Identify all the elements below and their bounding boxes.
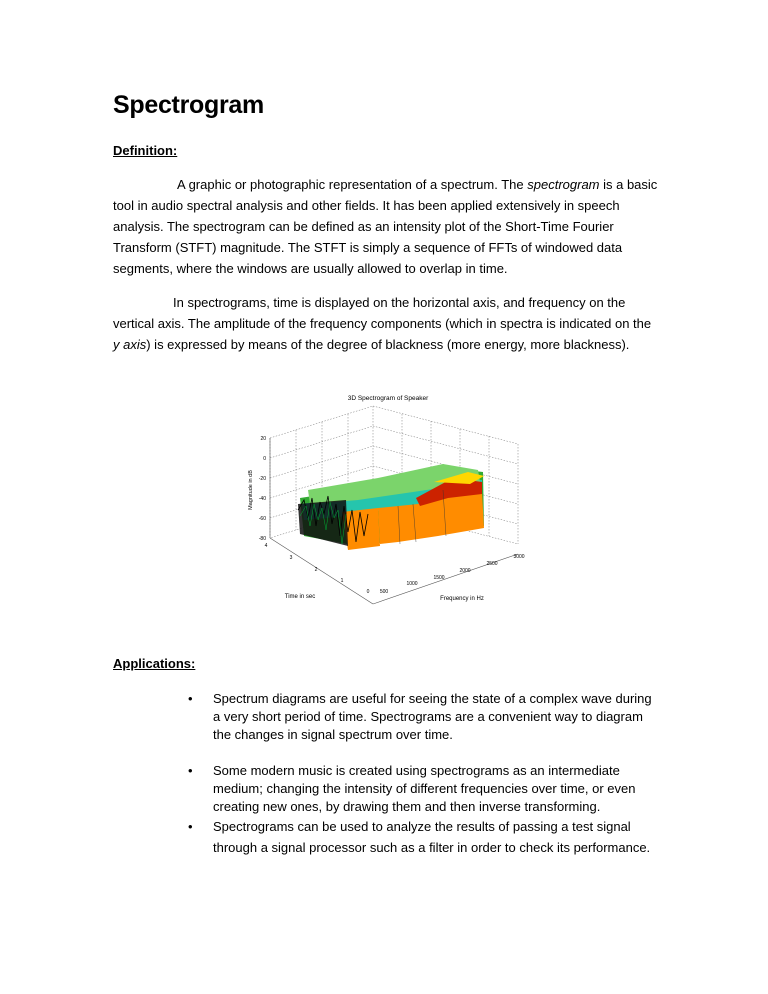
y-tick: 1 [340,578,344,584]
axes-text-start: In spectrograms, time is displayed on the horizontal axis, and frequency on the vertical axis. The amplitude of the frequency components (which in spectra is indicated on the [113,295,652,331]
bullet-glyph: • [188,691,193,706]
list-item-text: Spectrograms can be used to analyze the results of passing a test signal through a signal processor such as a filter in order to check its performance. [213,819,651,855]
z-tick: 0 [263,456,266,462]
x-tick: 2500 [486,561,498,567]
page-title: Spectrogram [113,91,264,119]
definition-text-rest: is a basic tool in audio spectral analysis and other fields. It has been applied extensively in speech analysis. The spectrogram can be defined as an intensity plot of the Short-Time Fourier Transform (STFT) magnitude. The STFT is simply a sequence of FFTs of windowed data segments, where the windows are usually allowed to overlap in time. [113,177,658,276]
axes-paragraph [113,292,658,355]
list-item [188,816,658,858]
bullet-glyph: • [188,763,193,778]
z-tick: -20 [258,476,266,482]
y-axis-emphasis: y axis [113,337,147,352]
z-tick: -60 [258,516,266,522]
spectrogram-figure [238,386,538,608]
x-tick: 500 [379,589,389,595]
z-tick: 20 [260,436,266,442]
x-tick: 3000 [513,554,525,560]
figure-title: 3D Spectrogram of Speaker [347,395,429,402]
axes-text-rest: ) is expressed by means of the degree of blackness (more energy, more blackness). [146,337,630,352]
x-tick: 1500 [433,575,445,581]
y-tick-labels [265,543,370,595]
z-tick-labels [259,436,266,542]
x-tick: 1000 [406,581,418,587]
applications-heading: Applications: [113,656,196,671]
list-item [188,762,658,816]
spectrogram-surface [298,464,484,550]
z-tick: -40 [258,496,266,502]
y-axis-label: Time in sec [284,594,316,600]
list-item [188,690,658,744]
y-tick: 3 [289,555,293,561]
y-tick: 2 [314,567,318,573]
z-axis-label: Magnitude in dB [248,470,254,510]
x-tick-labels [380,554,525,595]
list-item-text: Spectrum diagrams are useful for seeing the state of a complex wave during a very short period of time. Spectrograms are a convenient way to diagram the changes in signal spectrum over time. [213,691,652,742]
applications-list [188,690,658,858]
list-item-text: Some modern music is created using spectrograms as an intermediate medium; changing the intensity of different frequencies over time, or even creating new ones, by drawing them and then inverse transforming. [213,763,636,814]
y-tick: 4 [264,543,268,549]
definition-heading: Definition: [113,143,178,158]
x-axis-label: Frequency in Hz [440,596,484,602]
y-tick: 0 [366,589,370,595]
x-tick: 2000 [459,568,471,574]
definition-paragraph [113,174,658,279]
bullet-glyph: • [188,819,193,834]
z-tick: -80 [258,536,266,542]
spectrogram-emphasis: spectrogram [527,177,600,192]
definition-text-start: A graphic or photographic representation of a spectrum. The [177,177,528,192]
